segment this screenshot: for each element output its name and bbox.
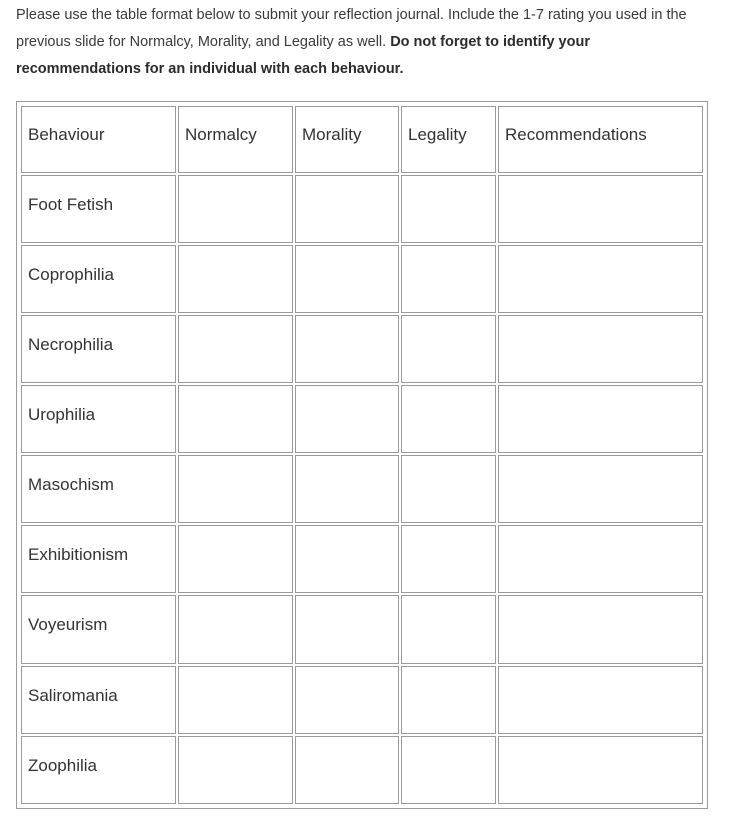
morality-cell[interactable] [295,736,399,804]
legality-cell[interactable] [401,595,496,663]
recommendations-cell[interactable] [498,525,703,593]
normalcy-cell[interactable] [178,525,293,593]
normalcy-cell[interactable] [178,666,293,734]
header-normalcy: Normalcy [178,106,293,173]
normalcy-cell[interactable] [178,595,293,663]
morality-cell[interactable] [295,595,399,663]
table-row [21,385,703,453]
table-row [21,595,703,663]
morality-cell[interactable] [295,525,399,593]
morality-cell[interactable] [295,385,399,453]
table-header-row [21,106,703,173]
behaviour-cell: Necrophilia [21,315,176,383]
normalcy-cell[interactable] [178,245,293,313]
table-row [21,315,703,383]
recommendations-cell[interactable] [498,455,703,523]
morality-cell[interactable] [295,455,399,523]
behaviour-cell: Masochism [21,455,176,523]
legality-cell[interactable] [401,736,496,804]
recommendations-cell[interactable] [498,666,703,734]
behaviour-cell: Exhibitionism [21,525,176,593]
morality-cell[interactable] [295,245,399,313]
recommendations-cell[interactable] [498,245,703,313]
table-row [21,736,703,804]
behaviour-cell: Zoophilia [21,736,176,804]
recommendations-cell[interactable] [498,315,703,383]
behaviour-cell: Foot Fetish [21,175,176,243]
normalcy-cell[interactable] [178,315,293,383]
table-row [21,455,703,523]
table-row [21,245,703,313]
legality-cell[interactable] [401,315,496,383]
normalcy-cell[interactable] [178,175,293,243]
legality-cell[interactable] [401,666,496,734]
behaviour-cell: Voyeurism [21,595,176,663]
legality-cell[interactable] [401,455,496,523]
reflection-table-container [16,101,708,809]
normalcy-cell[interactable] [178,455,293,523]
header-morality: Morality [295,106,399,173]
legality-cell[interactable] [401,385,496,453]
morality-cell[interactable] [295,666,399,734]
legality-cell[interactable] [401,245,496,313]
recommendations-cell[interactable] [498,595,703,663]
recommendations-cell[interactable] [498,385,703,453]
reflection-table [19,104,705,806]
header-recommendations: Recommendations [498,106,703,173]
instructions-text: Please use the table format below to submit your reflection journal. Include the 1-7 rating you used in the previous slide for Normalcy, Morality, and Legality as well. [16,7,687,50]
header-legality: Legality [401,106,496,173]
morality-cell[interactable] [295,175,399,243]
behaviour-cell: Urophilia [21,385,176,453]
behaviour-cell: Coprophilia [21,245,176,313]
morality-cell[interactable] [295,315,399,383]
instructions-paragraph [16,2,716,83]
normalcy-cell[interactable] [178,385,293,453]
legality-cell[interactable] [401,175,496,243]
header-behaviour: Behaviour [21,106,176,173]
legality-cell[interactable] [401,525,496,593]
recommendations-cell[interactable] [498,736,703,804]
table-row [21,666,703,734]
instructions-emphasis: Do not forget to identify your recommendations for an individual with each behaviour. [16,34,590,77]
table-row [21,175,703,243]
recommendations-cell[interactable] [498,175,703,243]
behaviour-cell: Saliromania [21,666,176,734]
normalcy-cell[interactable] [178,736,293,804]
table-row [21,525,703,593]
